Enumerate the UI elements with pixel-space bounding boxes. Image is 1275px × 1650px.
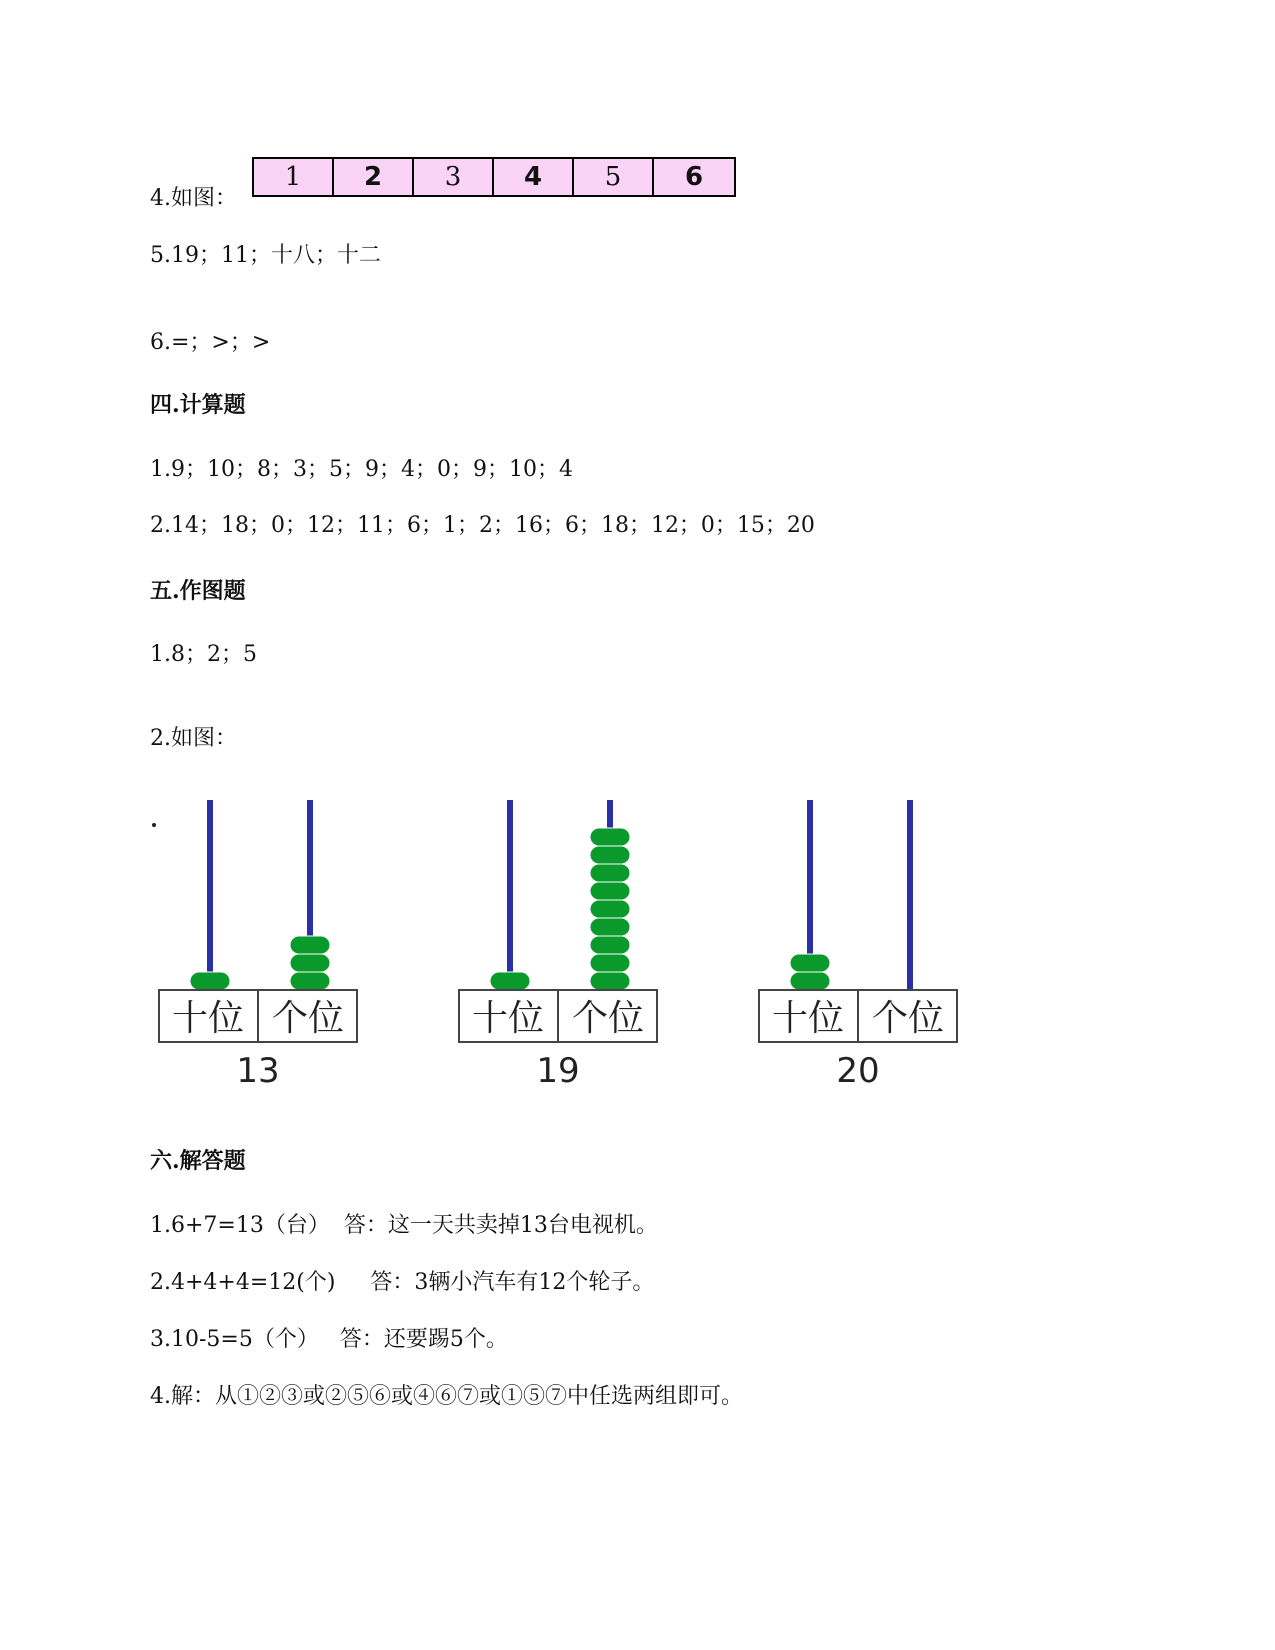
ones-label: 个位 [871,998,945,1039]
tens-rod [207,800,213,990]
ones-label: 个位 [571,998,645,1039]
ones-bead [590,918,630,936]
section-6-item-2: 2.4+4+4=12(个) 答：3辆小汽车有12个轮子。 [150,1270,655,1295]
tens-bead [490,972,530,990]
tens-label: 十位 [771,998,845,1039]
abacus-number: 20 [836,1051,880,1091]
abacus-number: 19 [536,1051,580,1091]
ones-bead [590,972,630,990]
tens-bead [190,972,230,990]
tens-label: 十位 [171,998,245,1039]
ones-bead [590,954,630,972]
section-6-item-1: 1.6+7=13（台） 答：这一天共卖掉13台电视机。 [150,1213,658,1238]
section-6-item-4: 4.解：从①②③或②⑤⑥或④⑥⑦或①⑤⑦中任选两组即可。 [150,1384,743,1409]
number-strip-cell: 3 [414,159,494,195]
abacus-3 [755,800,965,1100]
ones-bead [290,972,330,990]
tens-rod [507,800,513,990]
ones-bead [590,936,630,954]
number-strip-cell: 4 [494,159,574,195]
abacus-number: 13 [236,1051,280,1091]
ones-bead [290,954,330,972]
number-strip-cell: 2 [334,159,414,195]
number-strip-cell: 1 [254,159,334,195]
section-6-item-3: 3.10-5=5（个） 答：还要踢5个。 [150,1327,508,1352]
number-strip-cell: 5 [574,159,654,195]
ones-bead [590,828,630,846]
abacus-2 [455,800,665,1100]
section-6-heading: 六.解答题 [150,1148,246,1174]
section-5-heading: 五.作图题 [150,578,246,604]
section-5-item-1: 1.8；2；5 [150,642,257,667]
ones-bead [590,882,630,900]
ones-label: 个位 [271,998,345,1039]
answer-4-label: 4.如图： [150,186,237,211]
answer-5: 5.19；11；十八；十二 [150,243,381,268]
answer-6: 6.=；>；> [150,330,271,355]
section-4-item-1: 1.9；10；8；3；5；9；4；0；9；10；4 [150,457,573,482]
ones-rod [907,800,913,990]
abacus-1 [155,800,365,1100]
number-strip-cell: 6 [654,159,734,195]
ones-bead [590,846,630,864]
section-4-heading: 四.计算题 [150,392,246,418]
section-5-item-2: 2.如图： [150,726,237,751]
section-4-item-2: 2.14；18；0；12；11；6；1；2；16；6；18；12；0；15；20 [150,513,815,538]
number-strip [252,157,736,197]
tens-bead [790,972,830,990]
ones-bead [590,900,630,918]
ones-bead [290,936,330,954]
ones-bead [590,864,630,882]
tens-label: 十位 [471,998,545,1039]
tens-bead [790,954,830,972]
